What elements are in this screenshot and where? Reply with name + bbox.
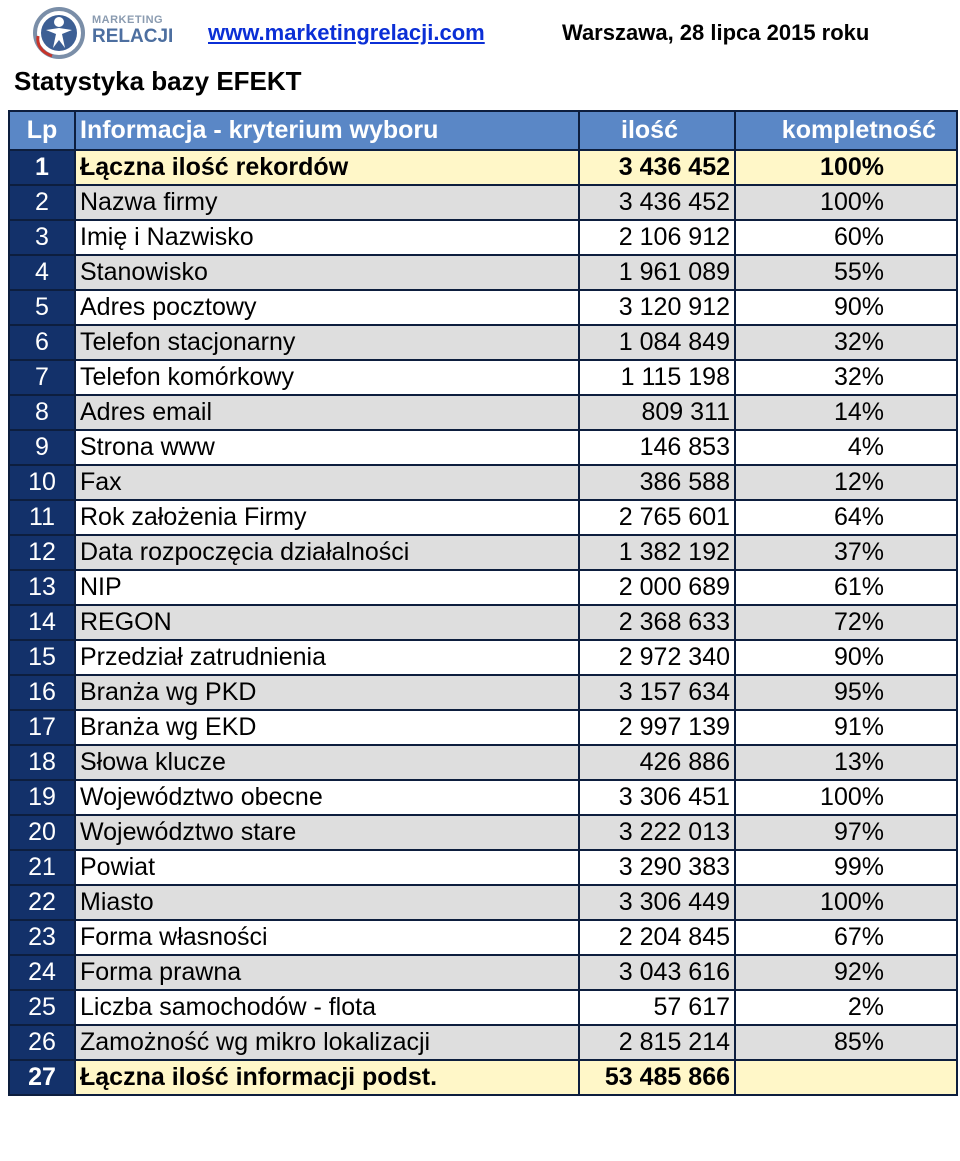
row-criterion: Branża wg EKD (75, 710, 579, 745)
table-row (9, 815, 957, 850)
row-completeness: 32% (735, 325, 957, 360)
row-criterion: Liczba samochodów - flota (75, 990, 579, 1025)
row-criterion: Telefon komórkowy (75, 360, 579, 395)
row-number: 1 (9, 150, 75, 185)
row-criterion: Rok założenia Firmy (75, 500, 579, 535)
row-quantity: 386 588 (579, 465, 735, 500)
table-header-row (9, 111, 957, 150)
table-row (9, 570, 957, 605)
row-criterion: NIP (75, 570, 579, 605)
row-completeness: 90% (735, 640, 957, 675)
row-criterion: Łączna ilość rekordów (75, 150, 579, 185)
summary-row (9, 1060, 957, 1095)
row-quantity: 3 306 451 (579, 780, 735, 815)
row-completeness: 37% (735, 535, 957, 570)
row-completeness: 95% (735, 675, 957, 710)
row-number: 18 (9, 745, 75, 780)
row-number: 10 (9, 465, 75, 500)
row-number: 25 (9, 990, 75, 1025)
row-quantity: 2 204 845 (579, 920, 735, 955)
row-number: 5 (9, 290, 75, 325)
row-quantity: 3 436 452 (579, 185, 735, 220)
row-number: 6 (9, 325, 75, 360)
row-criterion: Miasto (75, 885, 579, 920)
row-criterion: Zamożność wg mikro lokalizacji (75, 1025, 579, 1060)
row-criterion: REGON (75, 605, 579, 640)
row-number: 2 (9, 185, 75, 220)
table-row (9, 675, 957, 710)
row-completeness: 61% (735, 570, 957, 605)
row-criterion: Województwo stare (75, 815, 579, 850)
row-completeness: 100% (735, 150, 957, 185)
row-quantity: 809 311 (579, 395, 735, 430)
row-number: 12 (9, 535, 75, 570)
row-criterion: Telefon stacjonarny (75, 325, 579, 360)
row-quantity: 1 382 192 (579, 535, 735, 570)
table-row (9, 535, 957, 570)
row-criterion: Nazwa firmy (75, 185, 579, 220)
row-completeness: 2% (735, 990, 957, 1025)
row-completeness: 91% (735, 710, 957, 745)
row-criterion: Województwo obecne (75, 780, 579, 815)
row-number: 20 (9, 815, 75, 850)
row-quantity: 2 106 912 (579, 220, 735, 255)
row-criterion: Adres email (75, 395, 579, 430)
row-quantity: 3 043 616 (579, 955, 735, 990)
table-row (9, 920, 957, 955)
row-completeness: 60% (735, 220, 957, 255)
row-quantity: 1 084 849 (579, 325, 735, 360)
column-header-criterion: Informacja - kryterium wyboru (75, 111, 579, 150)
row-quantity: 3 436 452 (579, 150, 735, 185)
row-completeness: 90% (735, 290, 957, 325)
row-quantity: 2 765 601 (579, 500, 735, 535)
column-header-completeness: kompletność (735, 111, 957, 150)
table-row (9, 605, 957, 640)
row-criterion: Strona www (75, 430, 579, 465)
table-row (9, 220, 957, 255)
row-criterion: Adres pocztowy (75, 290, 579, 325)
table-row (9, 990, 957, 1025)
row-completeness: 13% (735, 745, 957, 780)
row-completeness: 72% (735, 605, 957, 640)
table-row (9, 850, 957, 885)
logo-mark-icon (32, 6, 86, 60)
row-criterion: Słowa klucze (75, 745, 579, 780)
table-row (9, 395, 957, 430)
row-completeness: 100% (735, 185, 957, 220)
row-quantity: 2 997 139 (579, 710, 735, 745)
table-row (9, 955, 957, 990)
row-number: 19 (9, 780, 75, 815)
page-title: Statystyka bazy EFEKT (14, 66, 302, 96)
row-quantity: 2 815 214 (579, 1025, 735, 1060)
table-row (9, 745, 957, 780)
row-criterion: Stanowisko (75, 255, 579, 290)
row-completeness: 97% (735, 815, 957, 850)
row-completeness: 99% (735, 850, 957, 885)
logo (32, 6, 192, 60)
row-number: 27 (9, 1060, 75, 1095)
row-number: 4 (9, 255, 75, 290)
row-quantity: 3 290 383 (579, 850, 735, 885)
row-quantity: 1 961 089 (579, 255, 735, 290)
row-quantity: 146 853 (579, 430, 735, 465)
table-row (9, 325, 957, 360)
date-line: Warszawa, 28 lipca 2015 roku (562, 20, 870, 45)
row-number: 3 (9, 220, 75, 255)
row-completeness: 64% (735, 500, 957, 535)
row-number: 8 (9, 395, 75, 430)
row-quantity: 2 972 340 (579, 640, 735, 675)
column-header-lp: Lp (9, 111, 75, 150)
row-criterion: Łączna ilość informacji podst. (75, 1060, 579, 1095)
table-row (9, 360, 957, 395)
row-number: 7 (9, 360, 75, 395)
logo-text-marketing: MARKETING (92, 14, 164, 26)
row-criterion: Fax (75, 465, 579, 500)
row-criterion: Powiat (75, 850, 579, 885)
row-number: 14 (9, 605, 75, 640)
row-completeness: 4% (735, 430, 957, 465)
table-row (9, 885, 957, 920)
row-number: 15 (9, 640, 75, 675)
row-number: 23 (9, 920, 75, 955)
logo-text-relacji: RELACJI (92, 26, 174, 47)
row-criterion: Przedział zatrudnienia (75, 640, 579, 675)
page-header (0, 0, 960, 105)
row-completeness: 32% (735, 360, 957, 395)
row-quantity: 53 485 866 (579, 1060, 735, 1095)
row-criterion: Branża wg PKD (75, 675, 579, 710)
row-criterion: Data rozpoczęcia działalności (75, 535, 579, 570)
row-completeness: 100% (735, 780, 957, 815)
website-link[interactable]: www.marketingrelacji.com (208, 20, 485, 45)
row-quantity: 57 617 (579, 990, 735, 1025)
row-completeness: 12% (735, 465, 957, 500)
row-completeness: 85% (735, 1025, 957, 1060)
row-number: 26 (9, 1025, 75, 1060)
row-number: 21 (9, 850, 75, 885)
row-criterion: Forma prawna (75, 955, 579, 990)
table-row (9, 185, 957, 220)
row-number: 16 (9, 675, 75, 710)
row-quantity: 3 222 013 (579, 815, 735, 850)
table-row (9, 780, 957, 815)
row-number: 9 (9, 430, 75, 465)
row-criterion: Forma własności (75, 920, 579, 955)
table-row (9, 430, 957, 465)
table-row (9, 1025, 957, 1060)
table-row (9, 255, 957, 290)
table-row (9, 640, 957, 675)
statistics-table (8, 110, 958, 1096)
row-number: 22 (9, 885, 75, 920)
table-body (9, 150, 957, 1095)
summary-row (9, 150, 957, 185)
row-completeness: 100% (735, 885, 957, 920)
row-quantity: 2 000 689 (579, 570, 735, 605)
row-completeness (735, 1060, 957, 1095)
row-number: 17 (9, 710, 75, 745)
row-completeness: 67% (735, 920, 957, 955)
table-row (9, 290, 957, 325)
column-header-quantity: ilość (579, 111, 735, 150)
row-completeness: 92% (735, 955, 957, 990)
row-quantity: 1 115 198 (579, 360, 735, 395)
row-quantity: 3 306 449 (579, 885, 735, 920)
row-completeness: 14% (735, 395, 957, 430)
row-number: 11 (9, 500, 75, 535)
row-quantity: 2 368 633 (579, 605, 735, 640)
row-quantity: 3 120 912 (579, 290, 735, 325)
row-number: 24 (9, 955, 75, 990)
row-quantity: 3 157 634 (579, 675, 735, 710)
row-quantity: 426 886 (579, 745, 735, 780)
table-row (9, 465, 957, 500)
table-row (9, 500, 957, 535)
table-row (9, 710, 957, 745)
row-completeness: 55% (735, 255, 957, 290)
row-criterion: Imię i Nazwisko (75, 220, 579, 255)
row-number: 13 (9, 570, 75, 605)
